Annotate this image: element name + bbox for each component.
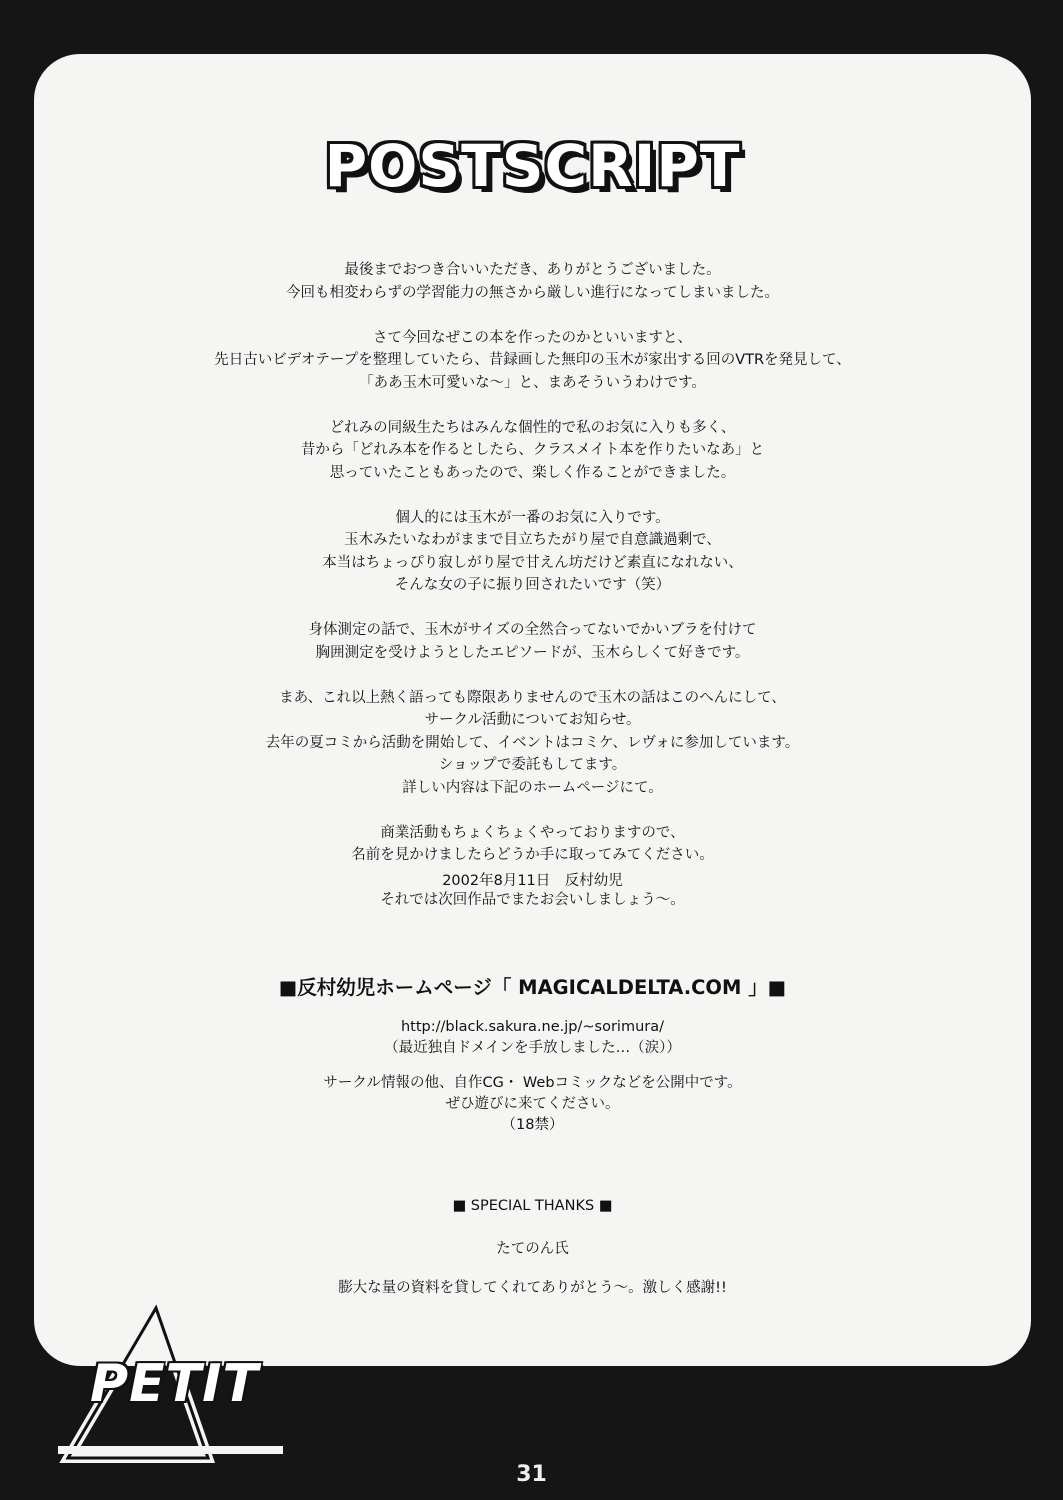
paragraph [34,687,1031,800]
paragraph [34,619,1031,664]
body-line: 身体測定の話で、玉木がサイズの全然合ってないでかいブラを付けて [308,622,757,638]
postscript-body [34,259,1031,934]
body-line: それでは次回作品でまたお会いしましょう～。 [380,892,685,908]
body-line: 玉木みたいなわがままで目立ちたがり屋で自意識過剰で、 [344,532,721,548]
body-line: そんな女の子に振り回されたいです（笑） [394,577,671,593]
body-line: 今回も相変わらずの学習能力の無さから厳しい進行になってしまいました。 [286,284,779,301]
paragraph [34,507,1031,597]
homepage-heading: ■反村幼児ホームページ「 MAGICALDELTA.COM 」■ [278,976,787,999]
body-line: どれみの同級生たちはみんな個性的で私のお気に入りも多く、 [329,419,736,436]
body-line: 個人的には玉木が一番のお気に入りです。 [395,509,670,526]
logo-kana: デルタプチ [192,1334,248,1355]
paragraph [34,822,1031,867]
homepage-note: （最近独自ドメインを手放しました…（涙）） [384,1040,681,1056]
paragraph [34,889,1031,912]
age-rating: （18禁） [501,1117,564,1133]
logo-text: PETIT [90,1354,259,1414]
body-line: さて今回なぜこの本を作ったのかといいますと、 [373,329,692,346]
paragraph [34,259,1031,304]
page-title: POSTSCRIPT [324,132,741,200]
paragraph [34,417,1031,485]
body-line: 商業活動もちょくちょくやっておりますので、 [380,824,685,841]
body-line: 思っていたこともあったので、楽しく作ることができました。 [329,464,736,481]
body-line: まあ、これ以上熱く語っても際限ありませんので玉木の話はこのへんにして、 [279,689,786,706]
homepage-info [34,1017,1031,1136]
body-line: 本当はちょっぴり寂しがり屋で甘えん坊だけど素直になれない、 [322,554,743,571]
body-line: 去年の夏コミから活動を開始して、イベントはコミケ、レヴォに参加しています。 [265,734,800,751]
body-line: 「ああ玉木可愛いな～」と、まあそういうわけです。 [359,374,706,391]
special-thanks-message: 膨大な量の資料を貸してくれてありがとう～。激しく感謝!! [338,1280,727,1296]
body-line: 詳しい内容は下記のホームページにて。 [402,779,663,796]
delta-petit-logo [28,1298,288,1478]
page-number: 31 [516,1462,547,1487]
body-line: 胸囲測定を受けようとしたエピソードが、玉木らしくて好きです。 [315,644,750,661]
homepage-invite: ぜひ遊びに来てください。 [445,1096,620,1112]
body-line: ショップで委託もしてます。 [438,757,627,773]
page-panel [34,54,1031,1366]
body-line: サークル活動についてお知らせ。 [424,712,641,728]
paragraph [34,327,1031,395]
body-line: 先日古いビデオテープを整理していたら、昔録画した無印の玉木が家出する回のVTRを発見して、 [214,352,851,368]
special-thanks-name: たてのん氏 [496,1241,569,1257]
homepage-description: サークル情報の他、自作CG・ Webコミックなどを公開中です。 [323,1075,742,1091]
special-thanks-heading: ■ SPECIAL THANKS ■ [452,1198,613,1214]
body-line: 昔から「どれみ本を作るとしたら、クラスメイト本を作りたいなあ」と [300,442,765,458]
body-line: 名前を見かけましたらどうか手に取ってみてください。 [351,847,714,863]
homepage-url: http://black.sakura.ne.jp/~sorimura/ [400,1019,664,1035]
body-line: 最後までおつき合いいただき、ありがとうございました。 [344,262,721,278]
signature-date: 2002年8月11日 反村幼児 [442,873,623,889]
